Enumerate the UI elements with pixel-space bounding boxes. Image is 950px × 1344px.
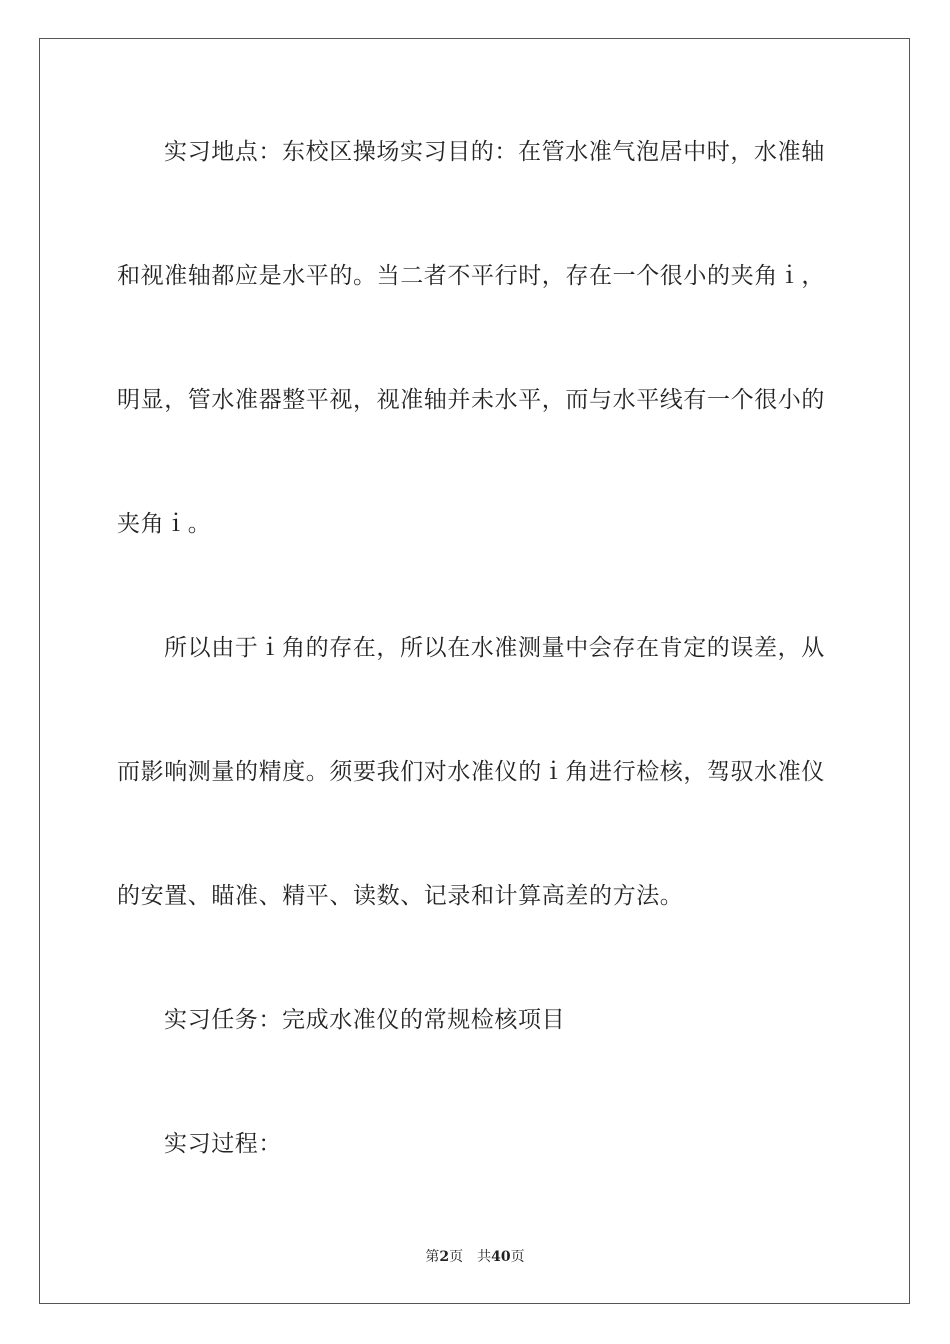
paragraph-1-line-3: 明显，管水准器整平视，视准轴并未水平，而与水平线有一个很小的 <box>117 387 825 413</box>
footer-page-suffix: 页 <box>449 1249 464 1265</box>
paragraph-1-line-4: 夹角ｉ。 <box>117 511 212 537</box>
footer-page-prefix: 第 <box>425 1249 440 1265</box>
paragraph-1-line-2: 和视准轴都应是水平的。当二者不平行时，存在一个很小的夹角ｉ， <box>117 263 825 289</box>
page-footer <box>0 1248 950 1266</box>
footer-total-suffix: 页 <box>510 1249 525 1265</box>
footer-total-number: 40 <box>491 1249 511 1265</box>
footer-page-number: 2 <box>439 1249 450 1265</box>
paragraph-1-line-1: 实习地点：东校区操场实习目的：在管水准气泡居中时，水准轴 <box>164 139 825 165</box>
paragraph-3-line-1: 实习任务：完成水准仪的常规检核项目 <box>164 1007 566 1033</box>
paragraph-2-line-2: 而影响测量的精度。须要我们对水准仪的ｉ角进行检核，驾驭水准仪 <box>117 759 825 785</box>
footer-total-prefix: 共 <box>477 1249 492 1265</box>
paragraph-2-line-1: 所以由于ｉ角的存在，所以在水准测量中会存在肯定的误差，从 <box>164 635 825 661</box>
paragraph-2-line-3: 的安置、瞄准、精平、读数、记录和计算高差的方法。 <box>117 883 684 909</box>
paragraph-4-line-1: 实习过程： <box>164 1131 282 1157</box>
page-border <box>39 38 910 1304</box>
